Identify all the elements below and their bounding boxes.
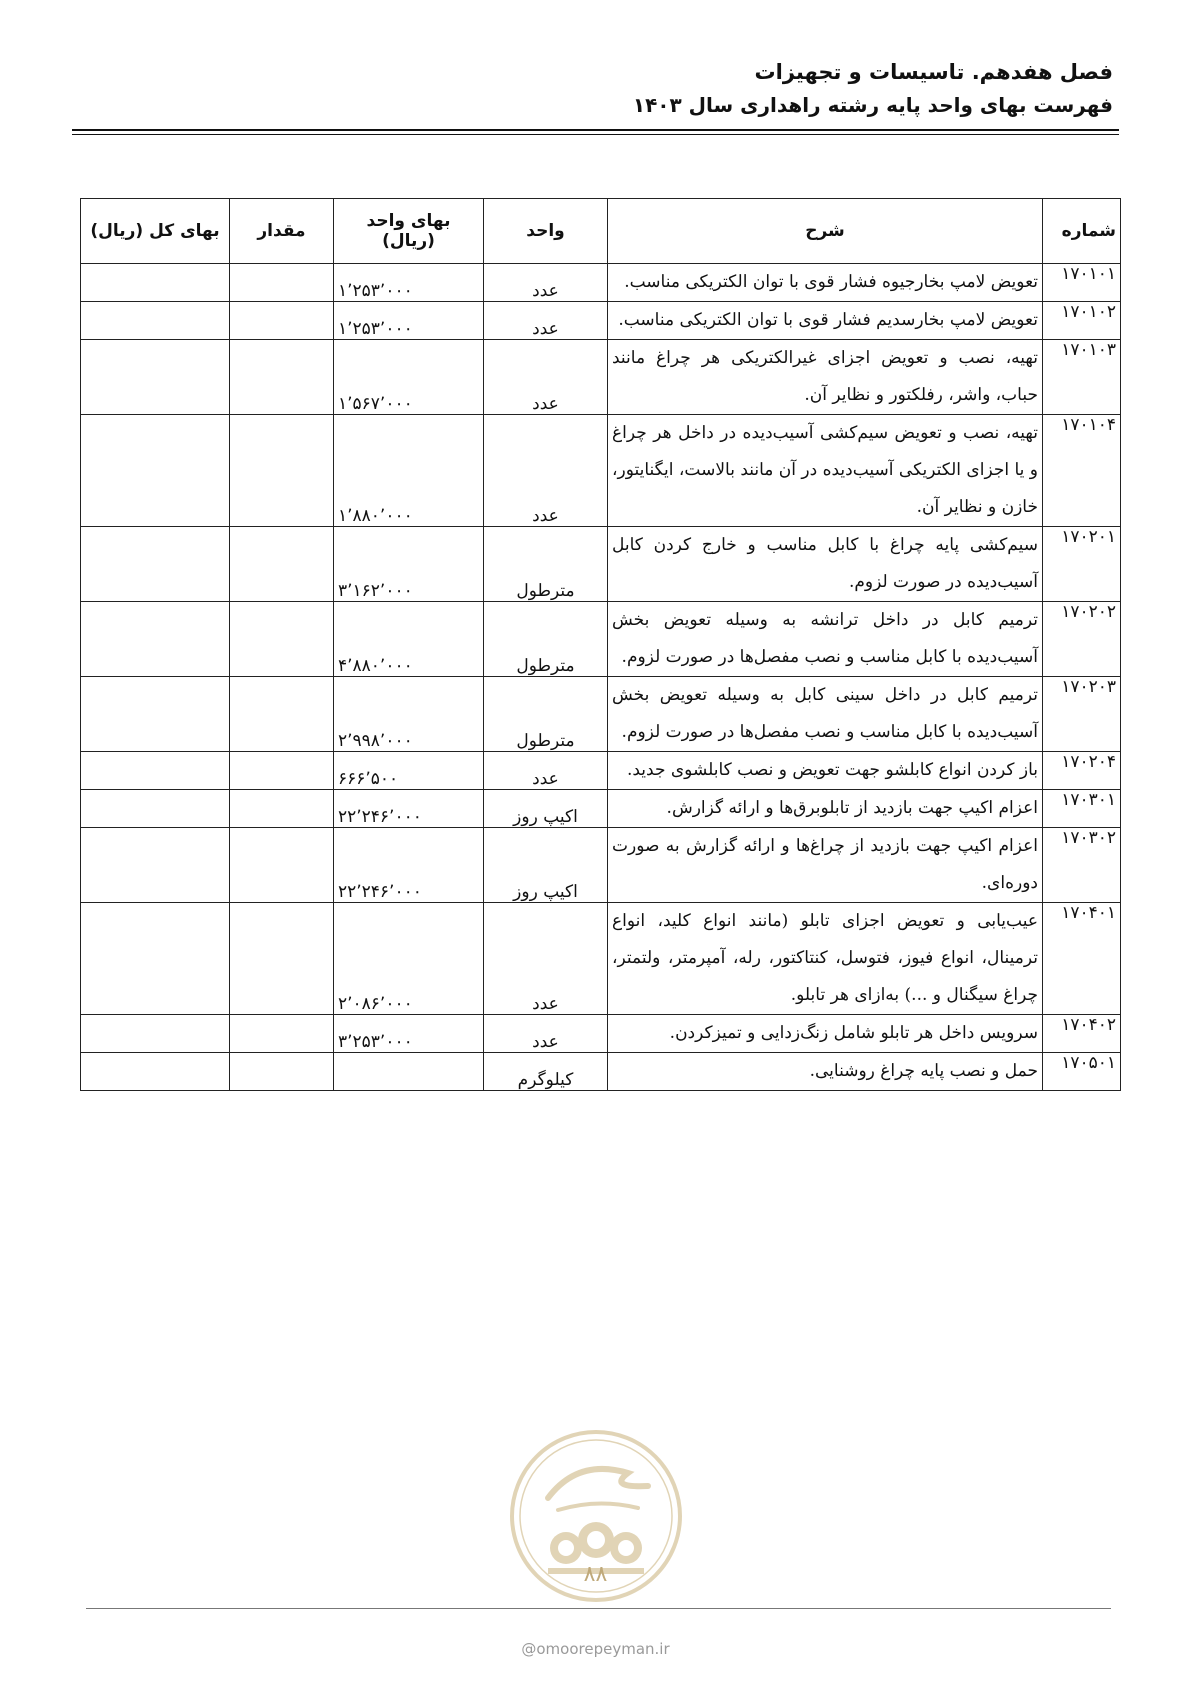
row-number: ۱۷۰۲۰۳ [1043, 677, 1121, 752]
row-quantity [230, 340, 334, 415]
row-unit-price: ۱٬۲۵۳٬۰۰۰ [334, 264, 484, 302]
row-unit: اکیپ روز [484, 828, 608, 903]
row-unit-price: ۶۶۶٬۵۰۰ [334, 752, 484, 790]
row-quantity [230, 302, 334, 340]
table-row [81, 264, 1121, 302]
row-number: ۱۷۰۴۰۲ [1043, 1015, 1121, 1053]
row-total-price [81, 302, 230, 340]
row-description: ترمیم کابل در داخل ترانشه به وسیله تعویض بخش آسیب‌دیده با کابل مناسب و نصب مفصل‌ها در صورت لزوم. [608, 602, 1043, 677]
row-description: سرویس داخل هر تابلو شامل زنگ‌زدایی و تمیزکردن. [608, 1015, 1043, 1053]
table-row [81, 790, 1121, 828]
header-unit-price: بهای واحد (ریال) [334, 199, 484, 264]
row-unit-price: ۱٬۲۵۳٬۰۰۰ [334, 302, 484, 340]
row-quantity [230, 415, 334, 527]
row-description: حمل و نصب پایه چراغ روشنایی. [608, 1053, 1043, 1091]
row-number: ۱۷۰۵۰۱ [1043, 1053, 1121, 1091]
row-description: اعزام اکیپ جهت بازدید از تابلوبرق‌ها و ارائه گزارش. [608, 790, 1043, 828]
row-quantity [230, 1015, 334, 1053]
row-unit: عدد [484, 903, 608, 1015]
row-number: ۱۷۰۲۰۲ [1043, 602, 1121, 677]
row-total-price [81, 415, 230, 527]
row-quantity [230, 602, 334, 677]
row-unit: مترطول [484, 527, 608, 602]
row-total-price [81, 752, 230, 790]
table-row [81, 340, 1121, 415]
page-number: ۸۸ [583, 1562, 608, 1587]
row-description: تعویض لامپ بخارجیوه فشار قوی با توان الکتریکی مناسب. [608, 264, 1043, 302]
row-description: تهیه، نصب و تعویض اجزای غیرالکتریکی هر چراغ مانند حباب، واشر، رفلکتور و نظایر آن. [608, 340, 1043, 415]
row-quantity [230, 1053, 334, 1091]
row-unit: عدد [484, 264, 608, 302]
row-total-price [81, 1053, 230, 1091]
table-row [81, 903, 1121, 1015]
row-unit: عدد [484, 340, 608, 415]
row-total-price [81, 340, 230, 415]
row-quantity [230, 527, 334, 602]
table-row [81, 415, 1121, 527]
header-unit: واحد [484, 199, 608, 264]
website-watermark: @omoorepeyman.ir [521, 1640, 670, 1658]
row-unit: اکیپ روز [484, 790, 608, 828]
row-unit-price: ۴٬۸۸۰٬۰۰۰ [334, 602, 484, 677]
footer-rule [86, 1608, 1111, 1609]
row-total-price [81, 790, 230, 828]
header-rule-thick [72, 129, 1119, 131]
row-unit-price: ۲۲٬۲۴۶٬۰۰۰ [334, 790, 484, 828]
row-quantity [230, 677, 334, 752]
row-unit: مترطول [484, 677, 608, 752]
row-number: ۱۷۰۱۰۲ [1043, 302, 1121, 340]
row-unit-price: ۳٬۱۶۲٬۰۰۰ [334, 527, 484, 602]
table-row [81, 1053, 1121, 1091]
row-description: اعزام اکیپ جهت بازدید از چراغ‌ها و ارائه گزارش به صورت دوره‌ای. [608, 828, 1043, 903]
row-unit: عدد [484, 1015, 608, 1053]
table-row [81, 752, 1121, 790]
header-rule-thin [72, 134, 1119, 135]
header-description: شرح [608, 199, 1043, 264]
row-description: عیب‌یابی و تعویض اجزای تابلو (مانند انواع کلید، انواع ترمینال، انواع فیوز، فتوسل، کنتاکتور، رله، آمپرمتر، ولتمتر، چراغ سیگنال و ...) به‌ازای هر تابلو. [608, 903, 1043, 1015]
row-number: ۱۷۰۳۰۲ [1043, 828, 1121, 903]
row-unit: مترطول [484, 602, 608, 677]
row-unit-price: ۱٬۸۸۰٬۰۰۰ [334, 415, 484, 527]
row-unit: کیلوگرم [484, 1053, 608, 1091]
table-body [81, 264, 1121, 1091]
header-quantity: مقدار [230, 199, 334, 264]
row-quantity [230, 752, 334, 790]
row-unit-price: ۲٬۰۸۶٬۰۰۰ [334, 903, 484, 1015]
row-unit-price: ۲٬۹۹۸٬۰۰۰ [334, 677, 484, 752]
row-number: ۱۷۰۱۰۴ [1043, 415, 1121, 527]
table-row [81, 527, 1121, 602]
row-description: تهیه، نصب و تعویض سیم‌کشی آسیب‌دیده در داخل هر چراغ و یا اجزای الکتریکی آسیب‌دیده در آن مانند بالاست، ایگنایتور، خازن و نظایر آن. [608, 415, 1043, 527]
row-number: ۱۷۰۲۰۴ [1043, 752, 1121, 790]
row-total-price [81, 264, 230, 302]
row-total-price [81, 1015, 230, 1053]
row-number: ۱۷۰۲۰۱ [1043, 527, 1121, 602]
row-number: ۱۷۰۱۰۱ [1043, 264, 1121, 302]
row-unit: عدد [484, 302, 608, 340]
table-header-row [81, 199, 1121, 264]
header-total-price: بهای کل (ریال) [81, 199, 230, 264]
document-subtitle: فهرست بهای واحد پایه رشته راهداری سال ۱۴۰۳ [632, 93, 1113, 117]
row-number: ۱۷۰۳۰۱ [1043, 790, 1121, 828]
row-unit-price: ۲۲٬۲۴۶٬۰۰۰ [334, 828, 484, 903]
row-unit-price: ۳٬۲۵۳٬۰۰۰ [334, 1015, 484, 1053]
row-unit: عدد [484, 752, 608, 790]
row-total-price [81, 828, 230, 903]
row-quantity [230, 903, 334, 1015]
row-quantity [230, 264, 334, 302]
row-unit: عدد [484, 415, 608, 527]
row-quantity [230, 828, 334, 903]
row-total-price [81, 903, 230, 1015]
row-description: سیم‌کشی پایه چراغ با کابل مناسب و خارج کردن کابل آسیب‌دیده در صورت لزوم. [608, 527, 1043, 602]
row-total-price [81, 527, 230, 602]
row-unit-price [334, 1053, 484, 1091]
row-number: ۱۷۰۱۰۳ [1043, 340, 1121, 415]
row-total-price [81, 602, 230, 677]
row-description: ترمیم کابل در داخل سینی کابل به وسیله تعویض بخش آسیب‌دیده با کابل مناسب و نصب مفصل‌ها در صورت لزوم. [608, 677, 1043, 752]
row-quantity [230, 790, 334, 828]
table-row [81, 602, 1121, 677]
row-description: تعویض لامپ بخارسدیم فشار قوی با توان الکتریکی مناسب. [608, 302, 1043, 340]
page-header [72, 55, 1113, 121]
header-number: شماره [1043, 199, 1121, 264]
table-row [81, 302, 1121, 340]
row-total-price [81, 677, 230, 752]
price-list-table [80, 198, 1121, 1091]
table-row [81, 1015, 1121, 1053]
chapter-title: فصل هفدهم. تاسیسات و تجهیزات [754, 60, 1113, 84]
row-unit-price: ۱٬۵۶۷٬۰۰۰ [334, 340, 484, 415]
row-description: باز کردن انواع کابلشو جهت تعویض و نصب کابلشوی جدید. [608, 752, 1043, 790]
table-row [81, 677, 1121, 752]
row-number: ۱۷۰۴۰۱ [1043, 903, 1121, 1015]
table-row [81, 828, 1121, 903]
